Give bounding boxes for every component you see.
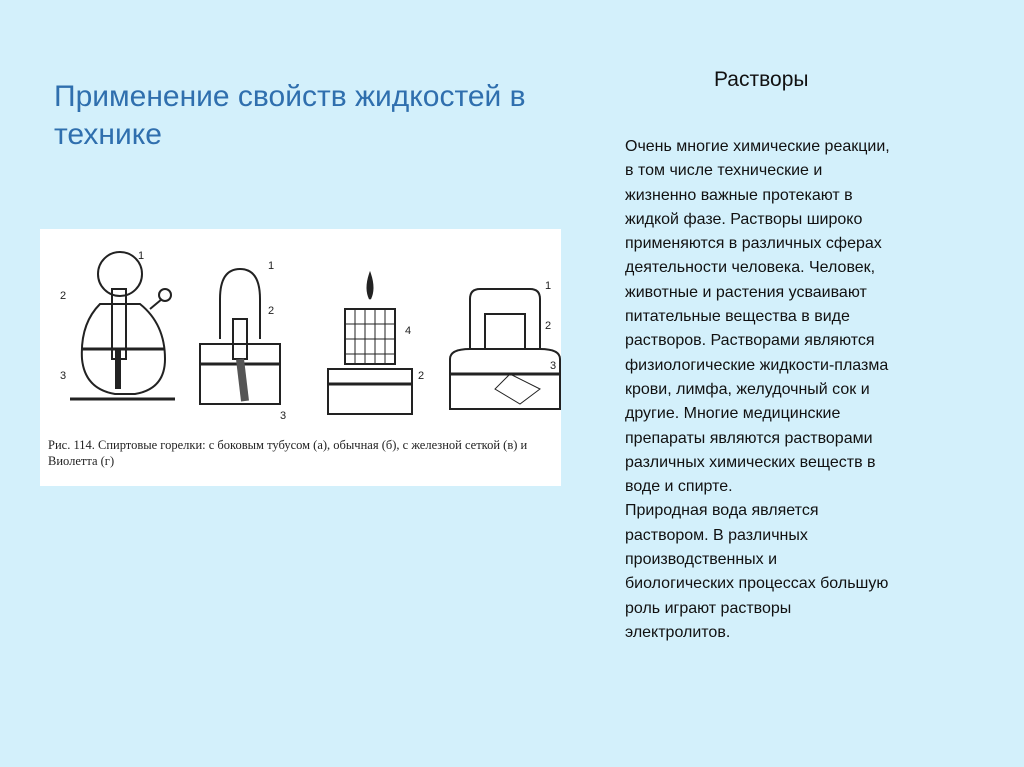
burners-illustration [40, 229, 561, 439]
body-text-line: жидкой фазе. Растворы широко [625, 210, 863, 228]
body-text-line: воде и спирте. [625, 478, 733, 496]
svg-text:1: 1 [138, 250, 145, 262]
body-text-line: препараты являются растворами [625, 429, 873, 447]
body-text-line: животные и растения усваивают [625, 283, 867, 301]
body-text-line: в том числе технические и [625, 162, 823, 180]
svg-text:1: 1 [545, 280, 552, 292]
svg-text:3: 3 [60, 370, 67, 382]
body-text [625, 135, 985, 645]
body-text-line: Очень многие химические реакции, [625, 138, 890, 155]
body-text-line: физиологические жидкости-плазма [625, 356, 889, 374]
svg-text:4: 4 [405, 325, 412, 337]
figure-caption: Рис. 114. Спиртовые горелки: с боковым тубусом (а), обычная (б), с железной сеткой (в) и Виолетта (г) [48, 438, 528, 468]
burner-iron-mesh [328, 274, 424, 414]
slide-subtitle: Растворы [714, 68, 809, 91]
svg-text:2: 2 [418, 370, 425, 382]
burner-side-tube [60, 250, 175, 399]
svg-text:2: 2 [268, 305, 275, 317]
slide-title: Применение свойств жидкостей в технике [54, 80, 526, 151]
burner-ordinary [200, 260, 286, 422]
body-text-line: роль играют растворы [625, 599, 792, 617]
body-text-line: крови, лимфа, желудочный сок и [625, 380, 870, 398]
body-text-line: раствором. В различных [625, 526, 808, 544]
svg-text:2: 2 [60, 290, 67, 302]
body-text-line: различных химических веществ в [625, 453, 876, 471]
spirit-burners-figure [40, 229, 561, 486]
body-text-line: Природная вода является [625, 502, 819, 520]
body-text-line: другие. Многие медицинские [625, 405, 841, 423]
svg-text:2: 2 [545, 320, 552, 332]
body-text-line: растворов. Растворами являются [625, 332, 875, 350]
body-text-line: питательные вещества в виде [625, 308, 850, 326]
svg-text:3: 3 [550, 360, 557, 372]
svg-text:3: 3 [280, 410, 287, 422]
svg-text:1: 1 [268, 260, 275, 272]
body-text-line: деятельности человека. Человек, [625, 259, 876, 277]
body-text-line: жизненно важные протекают в [625, 186, 853, 204]
burner-violetta [450, 280, 560, 409]
body-text-line: применяются в различных сферах [625, 235, 882, 253]
body-text-line: электролитов. [625, 623, 731, 641]
body-text-line: производственных и [625, 551, 778, 569]
body-text-line: биологических процессах большую [625, 575, 889, 593]
